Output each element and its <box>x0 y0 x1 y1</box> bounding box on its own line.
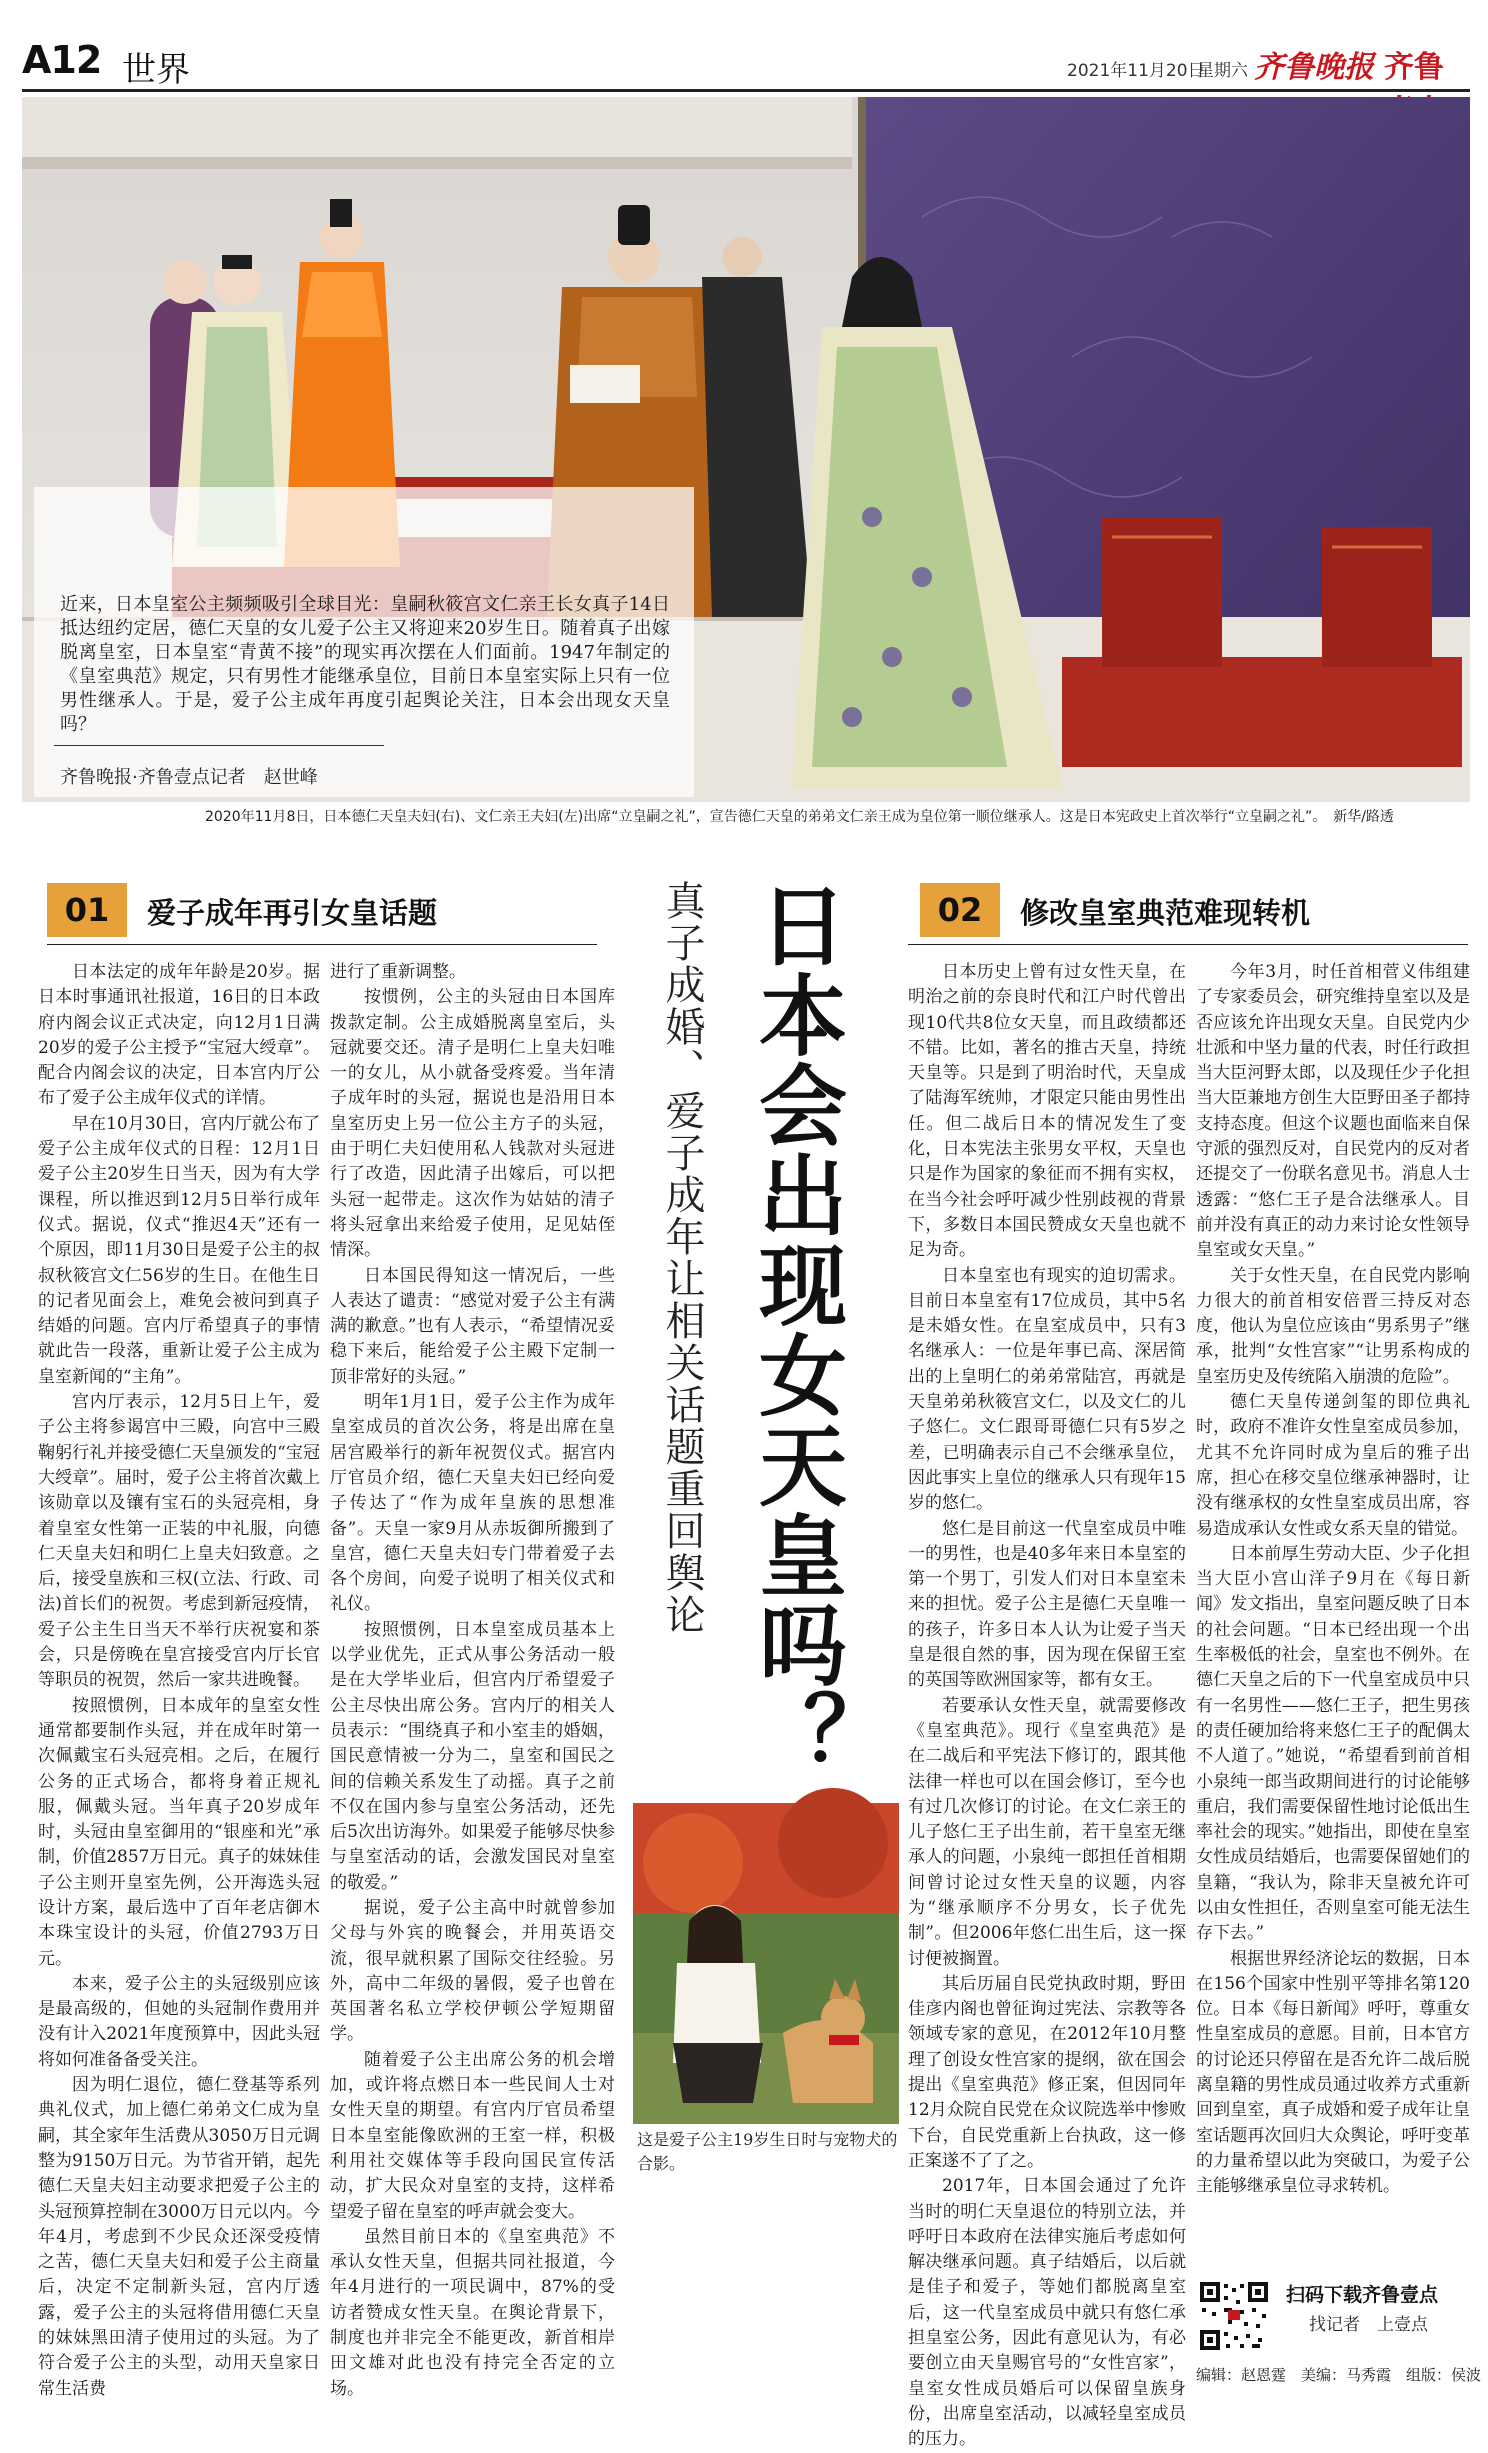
paragraph: 日本国民得知这一情况后，一些人表达了谴责：“感觉对爱子公主有满满的歉意。”也有人表示，“希望情况妥稳下来后，能给爱子公主殿下定制一顶非常好的头冠。” <box>330 1265 615 1387</box>
issue-weekday: 星期六 <box>1197 61 1248 81</box>
byline: 齐鲁晚报·齐鲁壹点记者 赵世峰 <box>60 767 318 788</box>
paragraph: 本来，爱子公主的头冠级别应该是最高级的，但她的头冠制作费用并没有计入2021年度预算中，因此头冠将如何准备备受关注。 <box>38 1973 320 2070</box>
main-headline: 日本会出现女天皇吗？ <box>745 880 849 1780</box>
paragraph: 日本法定的成年年龄是20岁。据日本时事通讯社报道，16日的日本政府内阁会议正式决定，向12月1日满20岁的爱子公主授予“宝冠大绶章”。配合内阁会议的决定，日本宫内厅公布了爱子公主成年仪式的详情。 <box>38 962 320 1109</box>
article-column-2 <box>330 960 615 2399</box>
paragraph: 今年3月，时任首相菅义伟组建了专家委员会，研究维持皇室以及是否应该允许出现女天皇。自民党内少壮派和中坚力量的代表，时任行政担当大臣河野太郎，以及现任少子化担当大臣兼地方创生大臣野田圣子都持支持态度。但这个议题也面临来自保守派的强烈反对，自民党内的反对者还提交了一份联名意见书。消息人士透露：“悠仁王子是合法继承人。目前并没有真正的动力来讨论女性领导皇室或女天皇。” <box>1196 962 1470 1261</box>
paragraph: 若要承认女性天皇，就需要修改《皇室典范》。现行《皇室典范》是在二战后和平宪法下修订的，跟其他法律一样也可以在国会修订，至今也有过几次修订的讨论。在文仁亲王的儿子悠仁王子出生前，若干皇室无继承人的问题，小泉纯一郎担任首相期间曾讨论过女性天皇的议题，内容为“继承顺序不分男女，长子优先制”。但2006年悠仁出生后，这一探讨便被搁置。 <box>908 1695 1186 1969</box>
section-number: 02 <box>920 883 1000 937</box>
paragraph: 虽然目前日本的《皇室典范》不承认女性天皇，但据共同社报道，今年4月进行的一项民调中，87%的受访者赞成女性天皇。在舆论背景下，制度也并非完全不能更改，新首相岸田文雄对此也没有持完全否定的立场。 <box>330 2226 615 2399</box>
page-header <box>22 30 1470 92</box>
paragraph: 明年1月1日，爱子公主作为成年皇室成员的首次公务，将是出席在皇居宫殿举行的新年祝贺仪式。据宫内厅官员介绍，德仁天皇夫妇已经向爱子传达了“作为成年皇族的思想准备”。天皇一家9月从赤坂御所搬到了皇宫，德仁天皇夫妇专门带着爱子去各个房间，向爱子说明了相关仪式和礼仪。 <box>330 1392 615 1615</box>
paragraph: 悠仁是目前这一代皇室成员中唯一的男性，也是40多年来日本皇室的第一个男丁，引发人们对日本皇室未来的担忧。爱子公主是德仁天皇唯一的孩子，许多日本人认为让爱子当天皇是很自然的事，因为现在保留王室的英国等欧洲国家等，都有女王。 <box>908 1518 1186 1691</box>
section-title: 爱子成年再引女皇话题 <box>147 896 438 930</box>
article-column-4 <box>1196 960 1470 2268</box>
paragraph: 2017年，日本国会通过了允许当时的明仁天皇退位的特别立法，并呼吁日本政府在法律实施后考虑如何解决继承问题。真子结婚后，以后就是佳子和爱子，等她们都脱离皇室后，这一代皇室成员中就只有悠仁承担皇室公务，因此有意见认为，有必要创立由天皇赐官号的“女性宫家”，皇室女性成员婚后可以保留皇族身份，出席皇室活动，以减轻皇室成员的压力。 <box>908 2176 1186 2450</box>
section-heading-01 <box>47 883 607 937</box>
lead-photo <box>22 97 1470 802</box>
divider <box>908 944 1468 945</box>
issue-date: 2021年11月20日 <box>1067 61 1205 81</box>
paragraph: 宫内厅表示，12月5日上午，爱子公主将参谒宫中三殿，向宫中三殿鞠躬行礼并接受德仁天皇颁发的“宝冠大绶章”。届时，爱子公主将首次戴上该勋章以及镶有宝石的头冠亮相，身着皇室女性第一正装的中礼服，向德仁天皇夫妇和明仁上皇夫妇致意。之后，接受皇族和三权(立法、行政、司法)首长们的祝贺。考虑到新冠疫情，爱子公主生日当天不举行庆祝宴和茶会，只是傍晚在皇宫接受宫内厅长官等职员的祝贺，然后一家共进晚餐。 <box>38 1392 320 1691</box>
page-number: A12 <box>22 38 102 82</box>
photo-credit: 2020年11月8日，日本德仁天皇夫妇(右)、文仁亲王夫妇(左)出席“立皇嗣之礼”，宣告德仁天皇的弟弟文仁亲王成为皇位第一顺位继承人。这是日本宪政史上首次举行“立皇嗣之礼”。 新华/路透 <box>205 809 1394 825</box>
inset-photo-illustration <box>633 1803 899 2124</box>
brand-logo-main: 齐鲁晚报 <box>1254 50 1374 85</box>
paragraph: 据说，爱子公主高中时就曾参加父母与外宾的晚餐会，并用英语交流，很早就积累了国际交往经验。另外，高中二年级的暑假，爱子也曾在英国著名私立学校伊顿公学短期留学。 <box>330 1897 615 2045</box>
section-title: 修改皇室典范难现转机 <box>1020 896 1311 930</box>
paragraph: 德仁天皇传递剑玺的即位典礼时，政府不准许女性皇室成员参加，尤其不允许同时成为皇后的雅子出席，担心在移交皇位继承神器时，让没有继承权的女性皇室成员出席，容易造成承认女性或女系天皇的错觉。 <box>1196 1392 1470 1539</box>
paragraph: 按照惯例，日本皇室成员基本上以学业优先，正式从事公务活动一般是在大学毕业后，但宫内厅希望爱子公主尽快出席公务。宫内厅的相关人员表示：“围绕真子和小室圭的婚姻，国民意情被一分为二，皇室和国民之间的信赖关系发生了动摇。真子之前不仅在国内参与皇室公务活动，还先后5次出访海外。如果爱子能够尽快参与皇室活动的话，会激发国民对皇室的敬爱。” <box>330 1619 615 1893</box>
qr-subtitle: 找记者 上壹点 <box>1309 2315 1428 2335</box>
paragraph: 早在10月30日，宫内厅就公布了爱子公主成年仪式的日程：12月1日爱子公主20岁生日当天，因为有大学课程，所以推迟到12月5日举行成年仪式。据说，仪式“推迟4天”还有一个原因，即11月30日是爱子公主的叔叔秋筱宫文仁56岁的生日。在他生日的记者见面会上，难免会被问到真子结婚的问题。宫内厅希望真子的事情就此告一段落，重新让爱子公主成为皇室新闻的“主角”。 <box>38 1113 320 1387</box>
section-number: 01 <box>47 883 127 937</box>
brand-logo-sub: 齐鲁 <box>1384 50 1444 85</box>
paragraph: 按惯例，公主的头冠由日本国库拨款定制。公主成婚脱离皇室后，头冠就要交还。清子是明仁上皇夫妇唯一的女儿，从小就备受疼爱。当年清子成年时的头冠，据说也是沿用日本皇室历史上另一位公主方子的头冠，由于明仁夫妇使用私人钱款对头冠进行了改造，因此清子出嫁后，可以把头冠一起带走。这次作为姑姑的清子将头冠拿出来给爱子使用，足见姑侄情深。 <box>330 987 615 1261</box>
paragraph: 因为明仁退位，德仁登基等系列典礼仪式，加上德仁弟弟文仁成为皇嗣，其全家年生活费从3050万日元调整为9150万日元。为节省开销，起先德仁天皇夫妇主动要求把爱子公主的头冠预算控制在3000万日元以内。今年4月，考虑到不少民众还深受疫情之苦，德仁天皇夫妇和爱子公主商量后，决定不定制新头冠，宫内厅透露，爱子公主的头冠将借用德仁天皇的妹妹黑田清子使用过的头冠。为了符合爱子公主的头型，动用天皇家日常生活费 <box>38 2075 320 2399</box>
qr-code-icon <box>1198 2280 1270 2352</box>
paragraph: 日本历史上曾有过女性天皇，在明治之前的奈良时代和江户时代曾出现10代共8位女天皇，而且政绩都还不错。比如，著名的推古天皇，持统天皇等。只是到了明治时代，天皇成了陆海军统帅，才限定只能由男性出任。但二战后日本的情况发生了变化，日本宪法主张男女平权，天皇也只是作为国家的象征而不拥有实权，在当今社会呼吁减少性别歧视的背景下，多数日本国民赞成女天皇也就不足为奇。 <box>908 962 1186 1261</box>
paragraph: 进行了重新调整。 <box>330 962 466 982</box>
qr-title: 扫码下载齐鲁壹点 <box>1286 2284 1439 2306</box>
article-column-3 <box>908 960 1186 2450</box>
section-heading-02 <box>920 883 1440 937</box>
paragraph: 随着爱子公主出席公务的机会增加，或许将点燃日本一些民间人士对女性天皇的期望。有宫内厅官员希望日本皇室能像欧洲的王室一样，积极利用社交媒体等手段向国民宣传活动，扩大民众对皇室的支持，这样希望爱子留在皇室的呼声就会变大。 <box>330 2049 615 2222</box>
inset-photo-caption: 这是爱子公主19岁生日时与宠物犬的合影。 <box>637 2130 898 2173</box>
editor-credits: 编辑：赵恩霆 美编：马秀霞 组版：侯波 <box>1196 2366 1482 2384</box>
paragraph: 关于女性天皇，在自民党内影响力很大的前首相安倍晋三持反对态度，他认为皇位应该由“男系男子”继承，批判“女性宫家”“让男系构成的皇室历史及传统陷入崩溃的危险”。 <box>1196 1265 1470 1387</box>
paragraph: 其后历届自民党执政时期，野田佳彦内阁也曾征询过宪法、宗教等各领域专家的意见，在2012年10月整理了创设女性宫家的提纲，欲在国会提出《皇室典范》修正案，但因同年12月众院自民党在众议院选举中惨败下台，自民党重新上台执政，这一修正案遂不了了之。 <box>908 1973 1186 2171</box>
byline-divider <box>54 745 384 746</box>
paragraph: 根据世界经济论坛的数据，日本在156个国家中性别平等排名第120位。日本《每日新闻》呼吁，尊重女性皇室成员的意愿。目前，日本官方的讨论还只停留在是否允许二战后脱离皇籍的男性成员通过收养方式重新回到皇室，真子成婚和爱子成年让皇室话题再次回归大众舆论，呼吁变革的力量希望以此为突破口，为爱子公主能够继承皇位寻求转机。 <box>1196 1948 1470 2197</box>
sub-headline: 真子成婚、爱子成年让相关话题重回舆论 <box>659 880 705 1636</box>
paragraph: 按照惯例，日本成年的皇室女性通常都要制作头冠，并在成年时第一次佩戴宝石头冠亮相。之后，在履行公务的正式场合，都将身着正规礼服，佩戴头冠。当年真子20岁成年时，头冠由皇室御用的“银座和光”承制，价值2857万日元。真子的妹妹佳子公主则开皇室先例，公开海选头冠设计方案，最后选中了百年老店御木本珠宝设计的头冠，价值2793万日元。 <box>38 1695 320 1969</box>
paragraph: 日本前厚生劳动大臣、少子化担当大臣小宫山洋子9月在《每日新闻》发文指出，皇室问题反映了日本的社会问题。“日本已经出现一个出生率极低的社会，皇室也不例外。在德仁天皇之后的下一代皇室成员中只有一名男性——悠仁王子，把生男孩的责任硬加给将来悠仁王子的配偶太不人道了。”她说，“希望看到前首相小泉纯一郎当政期间进行的讨论能够重启，我们需要保留性地讨论低出生率社会的现实。”她指出，即使在皇室女性成员结婚后，也需要保留她们的皇籍，“我认为，除非天皇被允许可以由女性担任，否则皇室可能无法生存下去。” <box>1196 1543 1470 1944</box>
inset-photo <box>633 1803 899 2124</box>
lead-intro: 近来，日本皇室公主频频吸引全球目光：皇嗣秋筱宫文仁亲王长女真子14日抵达纽约定居，德仁天皇的女儿爱子公主又将迎来20岁生日。随着真子出嫁脱离皇室，日本皇室“青黄不接”的现实再次摆在人们面前。1947年制定的《皇室典范》规定，只有男性才能继承皇位，目前日本皇室实际上只有一位男性继承人。于是，爱子公主成年再度引起舆论关注，日本会出现女天皇吗？ <box>60 594 670 735</box>
paragraph: 日本皇室也有现实的迫切需求。目前日本皇室有17位成员，其中5名是未婚女性。在皇室成员中，只有3名继承人：一位是年事已高、深居简出的上皇明仁的弟弟常陆宫，再就是天皇弟弟秋筱宫文仁，以及文仁的儿子悠仁。文仁跟哥哥德仁只有5岁之差，已明确表示自己不会继承皇位，因此事实上皇位的继承人只有现年15岁的悠仁。 <box>908 1265 1186 1514</box>
divider <box>47 944 597 945</box>
section-name: 世界 <box>122 50 190 90</box>
qr-code[interactable] <box>1198 2280 1270 2352</box>
article-column-1 <box>38 960 320 2399</box>
